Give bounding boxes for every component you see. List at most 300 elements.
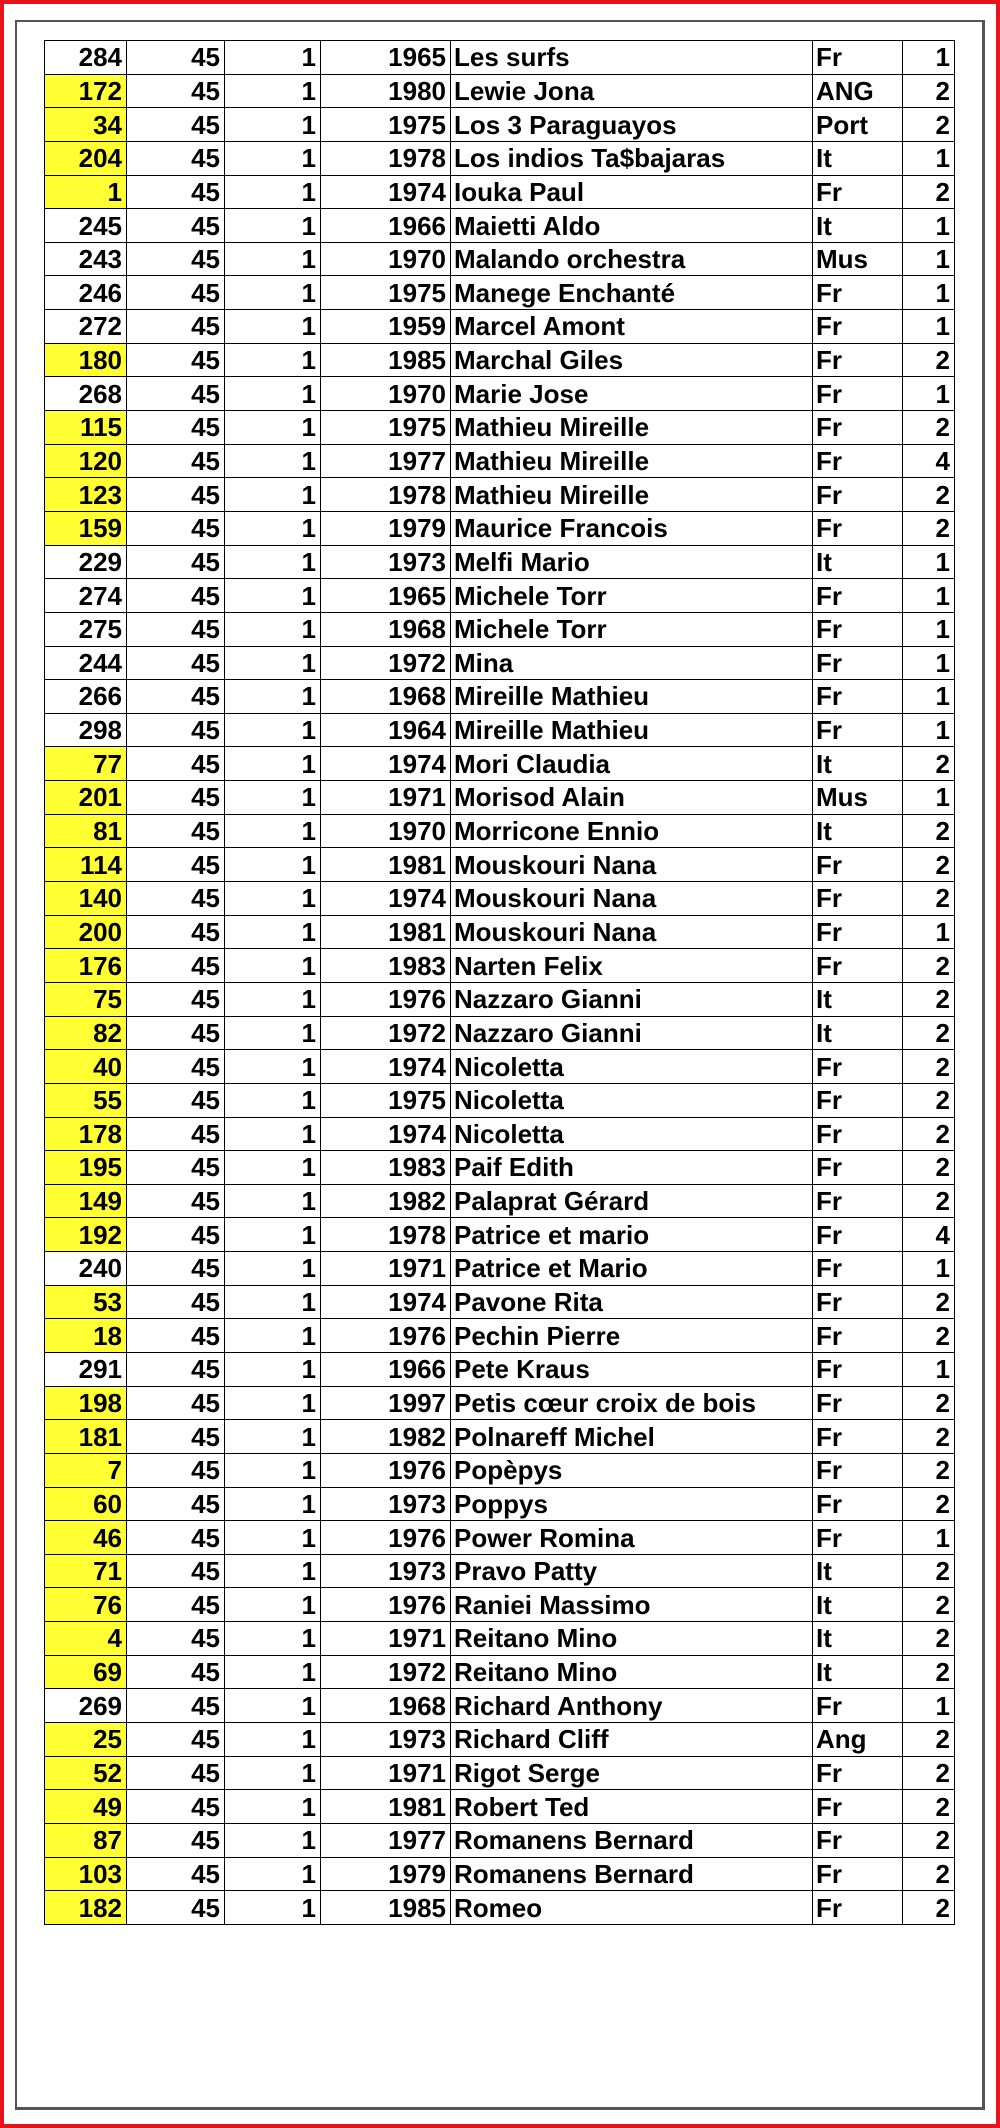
catalog-number-cell: 81: [45, 814, 127, 848]
speed-cell: 45: [127, 814, 225, 848]
artist-cell: Nazzaro Gianni: [451, 1016, 813, 1050]
speed-cell: 45: [127, 1588, 225, 1622]
speed-cell: 45: [127, 141, 225, 175]
year-cell: 1975: [321, 276, 451, 310]
language-cell: Fr: [813, 1285, 903, 1319]
table-row: [45, 1453, 955, 1487]
catalog-number-cell: 274: [45, 579, 127, 613]
quantity-cell: 1: [225, 1016, 321, 1050]
catalog-number-cell: 243: [45, 242, 127, 276]
artist-cell: Power Romina: [451, 1521, 813, 1555]
year-cell: 1966: [321, 209, 451, 243]
language-cell: Fr: [813, 1386, 903, 1420]
catalog-number-cell: 55: [45, 1083, 127, 1117]
speed-cell: 45: [127, 1453, 225, 1487]
table-row: [45, 108, 955, 142]
speed-cell: 45: [127, 1218, 225, 1252]
year-cell: 1968: [321, 612, 451, 646]
quantity-cell: 1: [225, 1386, 321, 1420]
language-cell: Fr: [813, 949, 903, 983]
language-cell: Fr: [813, 1218, 903, 1252]
quantity-cell: 1: [225, 915, 321, 949]
catalog-number-cell: 229: [45, 545, 127, 579]
quantity-cell: 1: [225, 1319, 321, 1353]
artist-cell: Nicoletta: [451, 1117, 813, 1151]
count-cell: 2: [903, 1554, 955, 1588]
quantity-cell: 1: [225, 1453, 321, 1487]
language-cell: Mus: [813, 781, 903, 815]
quantity-cell: 1: [225, 1420, 321, 1454]
count-cell: 4: [903, 444, 955, 478]
speed-cell: 45: [127, 276, 225, 310]
year-cell: 1959: [321, 310, 451, 344]
quantity-cell: 1: [225, 1521, 321, 1555]
count-cell: 2: [903, 982, 955, 1016]
catalog-number-cell: 71: [45, 1554, 127, 1588]
table-row: [45, 1420, 955, 1454]
catalog-number-cell: 76: [45, 1588, 127, 1622]
table-row: [45, 781, 955, 815]
catalog-number-cell: 198: [45, 1386, 127, 1420]
artist-cell: Mathieu Mireille: [451, 411, 813, 445]
catalog-number-cell: 272: [45, 310, 127, 344]
speed-cell: 45: [127, 511, 225, 545]
year-cell: 1971: [321, 781, 451, 815]
catalog-number-cell: 25: [45, 1723, 127, 1757]
quantity-cell: 1: [225, 982, 321, 1016]
year-cell: 1973: [321, 545, 451, 579]
artist-cell: Les surfs: [451, 41, 813, 75]
quantity-cell: 1: [225, 1857, 321, 1891]
artist-cell: Manege Enchanté: [451, 276, 813, 310]
speed-cell: 45: [127, 1151, 225, 1185]
table-row: [45, 848, 955, 882]
count-cell: 1: [903, 310, 955, 344]
speed-cell: 45: [127, 1352, 225, 1386]
year-cell: 1970: [321, 377, 451, 411]
year-cell: 1972: [321, 1016, 451, 1050]
artist-cell: Poppys: [451, 1487, 813, 1521]
artist-cell: Romeo: [451, 1891, 813, 1925]
table-row: [45, 411, 955, 445]
artist-cell: Michele Torr: [451, 579, 813, 613]
catalog-number-cell: 172: [45, 74, 127, 108]
language-cell: Fr: [813, 377, 903, 411]
speed-cell: 45: [127, 882, 225, 916]
count-cell: 2: [903, 1588, 955, 1622]
table-row: [45, 74, 955, 108]
table-row: [45, 1386, 955, 1420]
language-cell: It: [813, 545, 903, 579]
language-cell: It: [813, 209, 903, 243]
catalog-number-cell: 291: [45, 1352, 127, 1386]
language-cell: Fr: [813, 1420, 903, 1454]
speed-cell: 45: [127, 747, 225, 781]
language-cell: It: [813, 1016, 903, 1050]
count-cell: 1: [903, 545, 955, 579]
speed-cell: 45: [127, 1319, 225, 1353]
speed-cell: 45: [127, 579, 225, 613]
quantity-cell: 1: [225, 1891, 321, 1925]
artist-cell: Melfi Mario: [451, 545, 813, 579]
table-row: [45, 242, 955, 276]
table-row: [45, 747, 955, 781]
quantity-cell: 1: [225, 1756, 321, 1790]
speed-cell: 45: [127, 680, 225, 714]
language-cell: It: [813, 1588, 903, 1622]
speed-cell: 45: [127, 1823, 225, 1857]
artist-cell: Mathieu Mireille: [451, 478, 813, 512]
artist-cell: Palaprat Gérard: [451, 1184, 813, 1218]
table-row: [45, 1252, 955, 1286]
count-cell: 2: [903, 1386, 955, 1420]
table-row: [45, 915, 955, 949]
catalog-number-cell: 268: [45, 377, 127, 411]
year-cell: 1977: [321, 444, 451, 478]
table-row: [45, 1319, 955, 1353]
quantity-cell: 1: [225, 646, 321, 680]
artist-cell: Los 3 Paraguayos: [451, 108, 813, 142]
language-cell: It: [813, 747, 903, 781]
artist-cell: Mori Claudia: [451, 747, 813, 781]
catalog-number-cell: 181: [45, 1420, 127, 1454]
year-cell: 1997: [321, 1386, 451, 1420]
artist-cell: Pavone Rita: [451, 1285, 813, 1319]
quantity-cell: 1: [225, 310, 321, 344]
catalog-number-cell: 1: [45, 175, 127, 209]
artist-cell: Romanens Bernard: [451, 1823, 813, 1857]
count-cell: 1: [903, 377, 955, 411]
table-row: [45, 1588, 955, 1622]
language-cell: Fr: [813, 1083, 903, 1117]
table-row: [45, 1487, 955, 1521]
table-row: [45, 141, 955, 175]
count-cell: 2: [903, 411, 955, 445]
artist-cell: Mina: [451, 646, 813, 680]
table-row: [45, 949, 955, 983]
speed-cell: 45: [127, 1016, 225, 1050]
catalog-number-cell: 149: [45, 1184, 127, 1218]
count-cell: 2: [903, 1453, 955, 1487]
quantity-cell: 1: [225, 1083, 321, 1117]
artist-cell: Mouskouri Nana: [451, 915, 813, 949]
year-cell: 1974: [321, 1050, 451, 1084]
count-cell: 2: [903, 949, 955, 983]
records-table-body: [45, 41, 955, 1925]
artist-cell: Lewie Jona: [451, 74, 813, 108]
language-cell: Fr: [813, 1117, 903, 1151]
quantity-cell: 1: [225, 1823, 321, 1857]
year-cell: 1985: [321, 1891, 451, 1925]
year-cell: 1964: [321, 713, 451, 747]
table-row: [45, 1083, 955, 1117]
table-row: [45, 511, 955, 545]
language-cell: Fr: [813, 343, 903, 377]
table-row: [45, 41, 955, 75]
speed-cell: 45: [127, 1554, 225, 1588]
catalog-number-cell: 103: [45, 1857, 127, 1891]
table-row: [45, 713, 955, 747]
catalog-number-cell: 52: [45, 1756, 127, 1790]
speed-cell: 45: [127, 478, 225, 512]
catalog-number-cell: 123: [45, 478, 127, 512]
year-cell: 1965: [321, 41, 451, 75]
table-row: [45, 1723, 955, 1757]
table-row: [45, 209, 955, 243]
quantity-cell: 1: [225, 377, 321, 411]
catalog-number-cell: 53: [45, 1285, 127, 1319]
count-cell: 2: [903, 1420, 955, 1454]
artist-cell: Richard Cliff: [451, 1723, 813, 1757]
year-cell: 1976: [321, 1588, 451, 1622]
artist-cell: Iouka Paul: [451, 175, 813, 209]
count-cell: 2: [903, 1756, 955, 1790]
year-cell: 1972: [321, 1655, 451, 1689]
table-row: [45, 680, 955, 714]
artist-cell: Nazzaro Gianni: [451, 982, 813, 1016]
catalog-number-cell: 176: [45, 949, 127, 983]
catalog-number-cell: 244: [45, 646, 127, 680]
table-row: [45, 1352, 955, 1386]
speed-cell: 45: [127, 242, 225, 276]
catalog-number-cell: 60: [45, 1487, 127, 1521]
catalog-number-cell: 269: [45, 1689, 127, 1723]
year-cell: 1976: [321, 1453, 451, 1487]
quantity-cell: 1: [225, 612, 321, 646]
artist-cell: Marie Jose: [451, 377, 813, 411]
year-cell: 1982: [321, 1184, 451, 1218]
count-cell: 2: [903, 74, 955, 108]
count-cell: 2: [903, 511, 955, 545]
language-cell: It: [813, 1554, 903, 1588]
language-cell: Fr: [813, 41, 903, 75]
artist-cell: Malando orchestra: [451, 242, 813, 276]
year-cell: 1980: [321, 74, 451, 108]
count-cell: 2: [903, 1151, 955, 1185]
catalog-number-cell: 284: [45, 41, 127, 75]
quantity-cell: 1: [225, 1218, 321, 1252]
table-row: [45, 579, 955, 613]
speed-cell: 45: [127, 1420, 225, 1454]
quantity-cell: 1: [225, 680, 321, 714]
artist-cell: Mathieu Mireille: [451, 444, 813, 478]
table-row: [45, 276, 955, 310]
artist-cell: Rigot Serge: [451, 1756, 813, 1790]
quantity-cell: 1: [225, 882, 321, 916]
quantity-cell: 1: [225, 713, 321, 747]
language-cell: Fr: [813, 1857, 903, 1891]
quantity-cell: 1: [225, 1723, 321, 1757]
quantity-cell: 1: [225, 41, 321, 75]
count-cell: 1: [903, 713, 955, 747]
year-cell: 1977: [321, 1823, 451, 1857]
table-row: [45, 1756, 955, 1790]
year-cell: 1970: [321, 814, 451, 848]
count-cell: 1: [903, 646, 955, 680]
year-cell: 1979: [321, 1857, 451, 1891]
count-cell: 2: [903, 1790, 955, 1824]
speed-cell: 45: [127, 848, 225, 882]
language-cell: Fr: [813, 579, 903, 613]
catalog-number-cell: 180: [45, 343, 127, 377]
speed-cell: 45: [127, 713, 225, 747]
speed-cell: 45: [127, 74, 225, 108]
count-cell: 4: [903, 1218, 955, 1252]
year-cell: 1978: [321, 141, 451, 175]
year-cell: 1976: [321, 1521, 451, 1555]
quantity-cell: 1: [225, 478, 321, 512]
catalog-number-cell: 240: [45, 1252, 127, 1286]
quantity-cell: 1: [225, 411, 321, 445]
catalog-number-cell: 82: [45, 1016, 127, 1050]
speed-cell: 45: [127, 1386, 225, 1420]
count-cell: 2: [903, 747, 955, 781]
quantity-cell: 1: [225, 1285, 321, 1319]
speed-cell: 45: [127, 175, 225, 209]
catalog-number-cell: 200: [45, 915, 127, 949]
language-cell: It: [813, 982, 903, 1016]
count-cell: 1: [903, 41, 955, 75]
speed-cell: 45: [127, 915, 225, 949]
year-cell: 1971: [321, 1252, 451, 1286]
speed-cell: 45: [127, 1521, 225, 1555]
language-cell: Fr: [813, 1319, 903, 1353]
table-row: [45, 1285, 955, 1319]
quantity-cell: 1: [225, 545, 321, 579]
quantity-cell: 1: [225, 1252, 321, 1286]
year-cell: 1982: [321, 1420, 451, 1454]
catalog-number-cell: 114: [45, 848, 127, 882]
table-row: [45, 1790, 955, 1824]
quantity-cell: 1: [225, 108, 321, 142]
language-cell: Fr: [813, 1689, 903, 1723]
language-cell: Fr: [813, 1487, 903, 1521]
language-cell: ANG: [813, 74, 903, 108]
count-cell: 1: [903, 781, 955, 815]
table-row: [45, 545, 955, 579]
artist-cell: Pechin Pierre: [451, 1319, 813, 1353]
table-row: [45, 1891, 955, 1925]
count-cell: 2: [903, 1857, 955, 1891]
year-cell: 1979: [321, 511, 451, 545]
year-cell: 1974: [321, 747, 451, 781]
quantity-cell: 1: [225, 949, 321, 983]
speed-cell: 45: [127, 343, 225, 377]
table-row: [45, 1218, 955, 1252]
year-cell: 1975: [321, 411, 451, 445]
speed-cell: 45: [127, 209, 225, 243]
quantity-cell: 1: [225, 1487, 321, 1521]
language-cell: Fr: [813, 1352, 903, 1386]
language-cell: Fr: [813, 848, 903, 882]
language-cell: Fr: [813, 1184, 903, 1218]
speed-cell: 45: [127, 1723, 225, 1757]
year-cell: 1976: [321, 982, 451, 1016]
speed-cell: 45: [127, 781, 225, 815]
quantity-cell: 1: [225, 242, 321, 276]
speed-cell: 45: [127, 1622, 225, 1656]
table-row: [45, 444, 955, 478]
quantity-cell: 1: [225, 1622, 321, 1656]
year-cell: 1983: [321, 949, 451, 983]
quantity-cell: 1: [225, 1655, 321, 1689]
year-cell: 1981: [321, 848, 451, 882]
count-cell: 2: [903, 1117, 955, 1151]
year-cell: 1974: [321, 175, 451, 209]
language-cell: Fr: [813, 612, 903, 646]
artist-cell: Petis cœur croix de bois: [451, 1386, 813, 1420]
catalog-number-cell: 34: [45, 108, 127, 142]
count-cell: 1: [903, 1252, 955, 1286]
language-cell: Port: [813, 108, 903, 142]
artist-cell: Nicoletta: [451, 1050, 813, 1084]
table-row: [45, 1521, 955, 1555]
artist-cell: Narten Felix: [451, 949, 813, 983]
count-cell: 1: [903, 242, 955, 276]
quantity-cell: 1: [225, 1689, 321, 1723]
language-cell: It: [813, 141, 903, 175]
speed-cell: 45: [127, 411, 225, 445]
speed-cell: 45: [127, 1689, 225, 1723]
speed-cell: 45: [127, 1487, 225, 1521]
catalog-number-cell: 159: [45, 511, 127, 545]
count-cell: 1: [903, 1352, 955, 1386]
year-cell: 1978: [321, 1218, 451, 1252]
language-cell: Fr: [813, 646, 903, 680]
catalog-number-cell: 69: [45, 1655, 127, 1689]
year-cell: 1973: [321, 1723, 451, 1757]
catalog-number-cell: 178: [45, 1117, 127, 1151]
artist-cell: Patrice et Mario: [451, 1252, 813, 1286]
speed-cell: 45: [127, 108, 225, 142]
speed-cell: 45: [127, 1790, 225, 1824]
catalog-number-cell: 40: [45, 1050, 127, 1084]
artist-cell: Richard Anthony: [451, 1689, 813, 1723]
speed-cell: 45: [127, 1891, 225, 1925]
quantity-cell: 1: [225, 747, 321, 781]
year-cell: 1966: [321, 1352, 451, 1386]
language-cell: Fr: [813, 511, 903, 545]
language-cell: It: [813, 1655, 903, 1689]
language-cell: Fr: [813, 411, 903, 445]
quantity-cell: 1: [225, 1117, 321, 1151]
artist-cell: Maietti Aldo: [451, 209, 813, 243]
count-cell: 2: [903, 1016, 955, 1050]
count-cell: 2: [903, 1050, 955, 1084]
quantity-cell: 1: [225, 848, 321, 882]
language-cell: Fr: [813, 1823, 903, 1857]
artist-cell: Pete Kraus: [451, 1352, 813, 1386]
quantity-cell: 1: [225, 276, 321, 310]
catalog-number-cell: 18: [45, 1319, 127, 1353]
artist-cell: Morisod Alain: [451, 781, 813, 815]
table-row: [45, 310, 955, 344]
language-cell: It: [813, 814, 903, 848]
count-cell: 2: [903, 1083, 955, 1117]
artist-cell: Pravo Patty: [451, 1554, 813, 1588]
artist-cell: Polnareff Michel: [451, 1420, 813, 1454]
count-cell: 1: [903, 915, 955, 949]
catalog-number-cell: 75: [45, 982, 127, 1016]
artist-cell: Michele Torr: [451, 612, 813, 646]
table-row: [45, 1622, 955, 1656]
artist-cell: Nicoletta: [451, 1083, 813, 1117]
year-cell: 1981: [321, 1790, 451, 1824]
count-cell: 2: [903, 1622, 955, 1656]
artist-cell: Marchal Giles: [451, 343, 813, 377]
language-cell: Fr: [813, 882, 903, 916]
catalog-number-cell: 77: [45, 747, 127, 781]
